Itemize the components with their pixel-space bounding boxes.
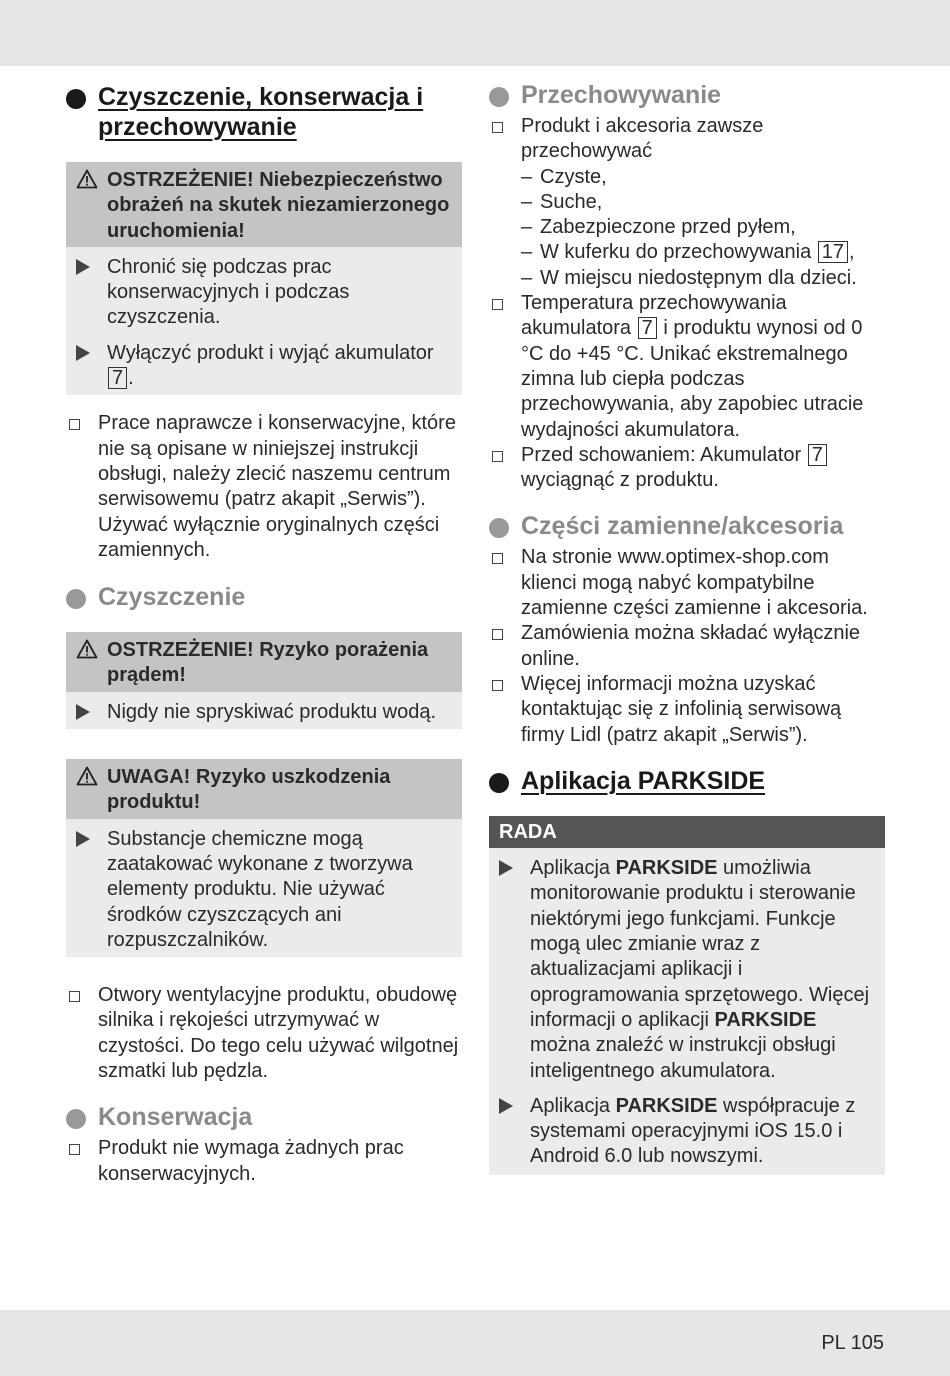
punctuation: .	[128, 367, 134, 390]
section-heading-main	[66, 82, 468, 142]
instruction-item	[107, 255, 452, 331]
dash-item: – Zabezpieczone przed pyłem,	[521, 216, 796, 239]
maintenance-title: Konserwacja	[98, 1103, 253, 1132]
tip-text: Aplikacja	[530, 1094, 611, 1117]
part-reference: 7	[108, 367, 127, 389]
bullet-dot-icon	[66, 89, 86, 109]
section-heading-cleaning	[66, 582, 462, 612]
section-heading-maintenance	[66, 1102, 462, 1132]
tip-text: współpracuje z systemami operacyjnymi iOS 15.0 i Android 6.0 lub nowszymi.	[530, 1094, 856, 1168]
brand-name: PARKSIDE	[615, 857, 718, 880]
checkbox-square-icon	[492, 553, 503, 564]
main-title: Czyszczenie, konserwacja i przechowywanie	[98, 83, 424, 141]
maintenance-text: Produkt nie wymaga żadnych prac konserwacyjnych.	[98, 1137, 404, 1185]
left-column	[66, 78, 462, 1187]
tip-text: umożliwia monitorowanie produktu i sterowanie niektórymi jego funkcjami. Funkcje mogą ulec zmianie wraz z aktualizacjami aplikacji i oprogramowania sprzętowego. Więcej informacji o aplikacji	[530, 857, 870, 1031]
checkbox-square-icon	[492, 680, 503, 691]
instruction-text: Chronić się podczas prac konserwacyjnych i podczas czyszczenia.	[107, 255, 350, 329]
warning-title: OSTRZEŻENIE! Niebezpieczeństwo obrażeń na skutek niezamierzonego uruchomienia!	[107, 169, 450, 242]
bullet-dot-icon	[489, 87, 509, 107]
dash-text: W miejscu niedostępnym dla dzieci.	[540, 266, 857, 289]
section-heading-storage	[489, 80, 885, 110]
checkbox-square-icon	[492, 451, 503, 462]
dash-item: – Czyste,	[521, 165, 607, 188]
bullet-dot-icon	[66, 589, 86, 609]
bottom-band	[0, 1310, 950, 1376]
dash-text: Czyste,	[540, 165, 607, 188]
caution-box-damage	[66, 759, 462, 957]
caution-header	[66, 759, 462, 819]
arrow-right-icon	[499, 860, 513, 876]
arrow-right-icon	[76, 259, 90, 275]
arrow-right-icon	[499, 1098, 513, 1114]
warning-triangle-icon	[76, 169, 98, 189]
checkbox-square-icon	[492, 299, 503, 310]
bullet-dot-icon	[489, 518, 509, 538]
instruction-item	[107, 700, 452, 725]
warning-triangle-icon	[76, 766, 98, 786]
checkbox-square-icon	[492, 629, 503, 640]
list-item	[489, 291, 885, 443]
list-item	[66, 411, 462, 563]
caution-title: UWAGA! Ryzyko uszkodzenia produktu!	[107, 766, 391, 814]
part-reference: 7	[808, 444, 827, 466]
list-item	[489, 443, 885, 494]
list-item	[66, 983, 462, 1084]
section-heading-app	[489, 766, 885, 796]
arrow-right-icon	[76, 345, 90, 361]
vent-text: Otwory wentylacyjne produktu, obudowę silnika i rękojeści utrzymywać w czystości. Do tego celu używać wilgotnej szmatki lub pędzla.	[98, 984, 459, 1083]
dash-text: Zabezpieczone przed pyłem,	[540, 216, 796, 239]
dash-item: – Suche,	[521, 190, 603, 213]
repair-text: Prace naprawcze i konserwacyjne, które nie są opisane w niniejszej instrukcji obsługi, należy zlecić naszemu centrum serwisowemu (patrz akapit „Serwis”). Używać wyłącznie oryginalnych części zamiennych.	[98, 412, 456, 561]
tip-text: można znaleźć w instrukcji obsługi inteligentnego akumulatora.	[530, 1034, 836, 1082]
caution-body	[66, 819, 462, 957]
tip-body	[489, 848, 885, 1175]
checkbox-square-icon	[69, 991, 80, 1002]
top-band	[0, 0, 950, 66]
instruction-item	[107, 341, 452, 392]
warning-box-shock	[66, 632, 462, 729]
checkbox-square-icon	[492, 122, 503, 133]
dash-item: – W kuferku do przechowywania 17 ,	[521, 241, 855, 264]
part-reference: 7	[638, 317, 657, 339]
list-item	[66, 1136, 462, 1187]
temperature-text: Temperatura przechowywania akumulatora	[521, 292, 787, 340]
warning-triangle-icon	[76, 639, 98, 659]
arrow-right-icon	[76, 831, 90, 847]
before-storage-text: Przed schowaniem: Akumulator	[521, 443, 802, 466]
tip-label: RADA	[499, 820, 557, 843]
warning-box-injury	[66, 162, 462, 395]
dash-text: W kuferku do przechowywania	[540, 241, 812, 264]
brand-name: PARKSIDE	[615, 1094, 718, 1117]
warning-body	[66, 692, 462, 729]
instruction-item	[107, 827, 452, 953]
storage-intro: Produkt i akcesoria zawsze przechowywać	[521, 115, 764, 163]
app-title: Aplikacja PARKSIDE	[521, 766, 766, 795]
list-item	[489, 621, 885, 672]
checkbox-square-icon	[69, 419, 80, 430]
parts-text: Zamówienia można składać wyłącznie online.	[521, 622, 861, 670]
temperature-text: i produktu wynosi od 0 °C do +45 °C. Unikać ekstremalnego zimna lub ciepła podczas przechowywania, aby zapobiec utracie wydajności akumulatora.	[521, 317, 864, 441]
list-item	[489, 672, 885, 748]
tip-item	[530, 856, 875, 1084]
tip-box	[489, 816, 885, 1175]
dash-text: Suche,	[540, 190, 603, 213]
warning-header	[66, 162, 462, 247]
tip-text: Aplikacja	[530, 857, 611, 880]
brand-name: PARKSIDE	[714, 1008, 817, 1031]
section-heading-parts	[489, 511, 885, 541]
right-column	[489, 78, 885, 1175]
tip-header	[489, 816, 885, 848]
checkbox-square-icon	[69, 1144, 80, 1155]
arrow-right-icon	[76, 704, 90, 720]
part-reference: 17	[818, 241, 848, 263]
instruction-text: Substancje chemiczne mogą zaatakować wykonane z tworzywa elementy produktu. Nie używać środków czyszczących ani rozpuszczalników.	[107, 827, 413, 951]
warning-title: OSTRZEŻENIE! Ryzyko porażenia prądem!	[107, 639, 429, 687]
before-storage-text: wyciągnąć z produktu.	[521, 469, 719, 492]
storage-title: Przechowywanie	[521, 81, 722, 109]
instruction-text: Wyłączyć produkt i wyjąć akumulator	[107, 341, 434, 364]
parts-title: Części zamienne/akcesoria	[521, 512, 844, 541]
parts-text: Więcej informacji można uzyskać kontaktując się z infolinią serwisową firmy Lidl (patrz akapit „Serwis”).	[521, 672, 842, 746]
list-item	[489, 545, 885, 621]
dash-item: – W miejscu niedostępnym dla dzieci.	[521, 266, 857, 289]
parts-text: Na stronie www.optimex-shop.com klienci mogą nabyć kompatybilne zamienne części zamienne i akcesoria.	[521, 546, 868, 620]
list-item	[489, 114, 885, 291]
warning-header	[66, 632, 462, 692]
page-number: PL 105	[821, 1332, 884, 1354]
bullet-dot-icon	[489, 773, 509, 793]
punctuation: ,	[849, 241, 855, 264]
cleaning-title: Czyszczenie	[98, 583, 246, 612]
warning-body	[66, 247, 462, 395]
bullet-dot-icon	[66, 1109, 86, 1129]
instruction-text: Nigdy nie spryskiwać produktu wodą.	[107, 700, 437, 723]
tip-item	[530, 1094, 875, 1170]
